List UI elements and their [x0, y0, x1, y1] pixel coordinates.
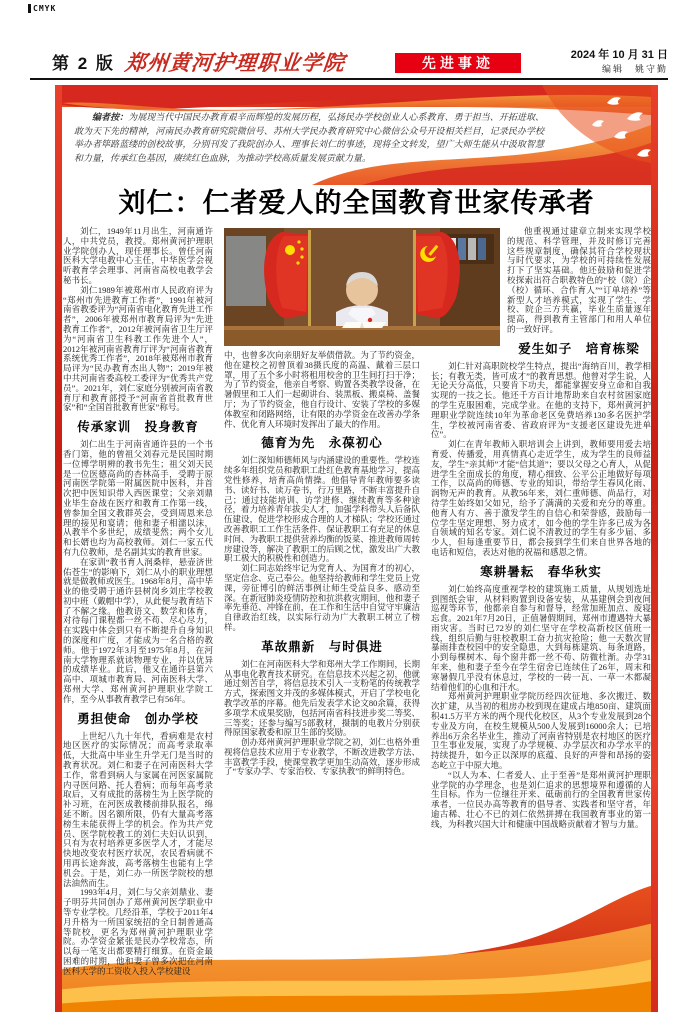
body-paragraph: 上世纪八九十年代，看病难是农村地区医疗的实际情况；而高考录取率低，大批高中毕业生升学无门是当时的教育状况。刘仁和妻子在河南医科大学工作，常看到病人与家属在河医家属院内寻医问路、托人看病；而每年高考录取后，又有成批的落榜生为上医学院的补习班，在河医成教楼前排队报名，绵延不断。因名额所限，仍有大量高考落榜生未能获得上学的机会。作为共产党员、医学院校教工的刘仁夫妇认识到，只有为农村培养更多医学人才，才能尽快地改变农村医疗状况，农民看病就不用再长途奔波，高考落榜生也能有上学机会。于是，刘仁办一所医学院校的想法油然而生。	[63, 730, 213, 888]
section-heading: 勇担使命 创办学校	[77, 711, 199, 726]
body-paragraph: 刘仁始终高度重视学校的建筑施工质量，从规划选址到图纸会审，从材料购置到设备安装，从基建例会到夜间巡视等环节，他都亲自参与和督导，经常加班加点、废寝忘食。2021年7月20日，正值暑假期间，郑州市遭遇特大暴雨灾害。当时已72岁的刘仁坚守在学校高新校区值班一线，组织后勤与驻校教职工奋力抗灾抢险；他一天数次冒暴雨排查校园中的安全隐患，大到每栋建筑、每条道路，小到每棵树木、每个窗井都一丝不苟、防微杜渐。办学31年来，他和妻子至今在学生宿舍已连续住了26年，周末和寒暑假几乎没有休息过，学校的一砖一瓦、一草一木都凝结着他们的心血和汗水。	[431, 583, 651, 692]
issue-date: 2024 年 10 月 31 日	[570, 49, 668, 62]
body-paragraph: 中，也曾多次向亲朋好友举债借款。为了节约资金，他在建校之初曾顶着38摄氏度的高温、戴着三层口罩，用了五个多小时将租用校舍的卫生间打扫干净；为了节约资金，他亲自考察、购置各类教学设备，在暑假里和工人们一起砌讲台、装黑板、搬桌椅、盖餐厅；为了节约资金，他自行设计、安装了学校的多媒体教室和闭路网络，让有限的办学资金在改善办学条件、优化育人环境时发挥出了最大的作用。	[224, 350, 420, 429]
body-paragraph: 刘仁在青年教师入职培训会上讲到，教师要用爱去培育爱、传播爱，用真情真心走近学生，成为学生的良师益友，学生“亲其师”才能“信其道”；要以父母之心育人，从促进学生全面成长的角度，精心细致、公平公正地做好每项工作，以高尚的师德、专业的知识，带给学生春风化雨、润物无声的教育。从教56年来，刘仁重师德、尚品行，对待学生始终如父如兄，给予了满满的关爱和充分的尊重。他育人有方、善于激发学生的自信心和荣誉感，鼓励每一位学生坚定理想、努力成才，如今他的学生许多已成为各自领域的知名专家。刘仁说不清教过的学生有多少届、多少人，但每逢重要节日，都会接到学生们来自世界各地的电话和短信，表达对他的祝福和感恩之情。	[431, 439, 651, 557]
section-heading: 寒耕暑耘 春华秋实	[480, 564, 602, 579]
bottom-margin	[0, 1012, 700, 1025]
editor-credit: 编辑 姚守勤	[601, 63, 668, 74]
body-paragraph: 刘仁1989年被郑州市人民政府评为“郑州市先进教育工作者”，1991年被河南省教委评为“河南省电化教育先进工作者”，2006年被郑州市教育局评为“先进教育工作者”，2012年被河南省卫生厅评为“河南省卫生科教工作先进个人”，2012年被河南省教育厅评为“河南省教育系统优秀工作者”，2018年被郑州市教育局评为“民办教育杰出人物”；2019年被中共河南省委高校工委评为“优秀共产党员”。2021年，刘仁家庭分别被河南省教育厅和教育部授予“河南省首批教育世家”和“全国首批教育世家”称号。	[63, 284, 213, 413]
left-border-stripe	[55, 85, 62, 1012]
body-paragraph: 刘仁针对高职院校学生特点，提出“海纳百川，教学相长；有教无类，皆可成才”的教育思想。他曾对学生说，人无论天分高低，只要肯下功夫，都能掌握安身立命和自我实现的一技之长。他还千方百计地帮助来自农村贫困家庭的学生克服困难，完成学业。在他的支持下，郑州黄河护理职业学院连续10年为革命老区免费培养130多名医护学生，学校被河南省委、省政府评为“支援老区建设先进单位”。	[431, 360, 651, 440]
article-photo	[224, 228, 500, 346]
editor-note-label: 编者按：	[92, 112, 129, 122]
photo-graphic	[224, 228, 500, 346]
body-paragraph: “以人为本、仁者爱人、止于至善”是郑州黄河护理职业学院的办学理念，也是刘仁追求的思想境界和遵循的人生目标。作为一位继往开来、砥砺前行的全国教育世家传承者，一位民办高等教育的倡导者、实践者和坚守者，年逾古稀、壮心不已的刘仁依然拼搏在我国教育事业的第一线，为科教兴国大计和健康中国战略贡献着才智与力量。	[431, 769, 651, 829]
header-divider	[30, 78, 668, 80]
column-1	[63, 227, 213, 977]
body-paragraph: 刘仁在河南医科大学和郑州大学工作期间，长期从事电化教育技术研究。在信息技术兴起之初，他就通过刻苦自学，将信息技术引入一支粉笔的传统教学方式，探索图文并茂的多媒体模式，开启了学校电化教学改革的序幕。他先后发表学术论文80余篇，获得多项学术成果奖励，包括河南省科技进步奖二等奖、三等奖；还参与编写5部教材，摄制的电教片分别获得原国家教委和原卫生部的奖励。	[224, 658, 420, 738]
right-border-stripe	[651, 85, 658, 1012]
masthead: 郑州黄河护理职业学院	[123, 51, 347, 75]
editor-note	[74, 111, 544, 165]
window	[226, 236, 266, 306]
body-paragraph: 刘仁同志始终牢记为党育人、为国育才的初心，坚定信念、克己奉公。他坚持给教师和学生党员上党课，旁征博引的鲜活事例让师生受益良多、感动至深。在新冠肺炎疫情防控和抗洪救灾期间，他和妻子率先垂范、冲锋在前，在工作和生活中自觉守牢廉洁自律政治红线，以实际行动为广大教职工树立了榜样。	[224, 563, 420, 632]
section-badge: 先进事迹	[394, 52, 522, 74]
body-paragraph: 在家训“教书育人润桑梓，悬壶济世佑苍生”的影响下，刘仁从小的职业理想就是做教师或医生。1968年8月，高中毕业的他受聘于通许县树岗乡刘庄学校教初中班（戴帽中学），从此便与教育结下了不解之缘。他教语文、数学和体育，对待每门课程都一丝不苟、尽心尽力，在实践中体会到只有不断提升自身知识的深度和广度，才能成为一名合格的教师。他于1972年3月至1975年8月，在河南大学物理系就读物理专业，并以优异的成绩毕业。此后，他又在通许县第六高中、项城市教育局、河南医科大学、郑州大学、郑州黄河护理职业学院工作，至今从事教育教学已有56年。	[63, 556, 213, 704]
article-sheet	[55, 85, 658, 1012]
body-paragraph: 刘仁深知师德师风与内涵建设的重要性。学校连续多年组织党员和教职工赴红色教育基地学习，提高党性修养，培育高尚情操。他倡导青年教师要多读书、读好书、读万卷书，行万里路，不断丰富提升自己；通过技能培训、访学进修、继续教育等多种途径，着力培养青年拔尖人才，加强学科带头人后备队伍建设，促进学校形成合理的人才梯队；学校还通过改善教职工工作生活条件、保证教职工有充足的休息时间、为教职工提供营养均衡的饭菜、推进教师周转房建设等，解决了教职工的后顾之忧，激发出广大教职工极大的积极性和创造力。	[224, 455, 420, 564]
section-heading: 革故鼎新 与时俱进	[261, 639, 383, 654]
page-number: 第 2 版	[52, 54, 115, 73]
print-registration-mark: CMYK	[28, 4, 56, 13]
body-paragraph: 他重视通过建章立制来实现学校的规范、科学管理，并及时修订完善这些规章制度，确保其符合学校现状与时代要求，为学校的可持续性发展打下了坚实基础。他还鼓励和促进学校探索出符合职教特色的“校（院）企（校）循环、合作育人”“订单培养”等新型人才培养模式，实现了学生、学校、院企三方共赢，毕业生质量逐年提高，得到教育主管部门和用人单位的一致好评。	[507, 226, 651, 334]
body-paragraph: 1993年4月，刘仁与父亲刘鼎业、妻子明芬共同创办了郑州黄河医学职业中等专业学校。几经沿革，学校于2011年4月升格为一所国家统招的全日制普通高等院校，更名为郑州黄河护理职业学院。办学资金紧张是民办学校常态，所以每一笔支出都要精打细算。在资金最困难的时期，他和妻子曾多次把在河南医科大学的工资收入投入学校建设	[63, 887, 213, 976]
section-heading: 德育为先 永葆初心	[261, 436, 383, 451]
page-header	[30, 36, 668, 76]
body-paragraph: 郑州黄河护理职业学院历经四次征地、多次搬迁、数次扩建，从当初的租房办校到现在建成占地850亩、建筑面积41.5万平方米的两个现代化校区，从3个专业发展到28个专业及方向，在校生规模从500人发展到16000余人；已培养出6万余名毕业生，推动了河南省特别是农村地区的医疗卫生事业发展，实现了办学规模、办学层次和办学水平的持续提升，如今正以深厚的底蕴、良好的声誉和昂扬的姿态屹立于中原大地。	[431, 691, 651, 771]
body-paragraph: 创办郑州黄河护理职业学院之初，刘仁也格外重视将信息技术应用于专业教学，不断改进教学方法、丰富教学手段，使课堂教学更加生动高效，逐步形成了“专家办学、专家治校、专家执教”的鲜明特色。	[224, 737, 420, 777]
section-heading: 爱生如子 培育栋梁	[518, 341, 640, 356]
body-paragraph: 刘仁，1949年11月出生，河南通许人，中共党员，教授。郑州黄河护理职业学院创办人，现任理事长。曾任河南医科大学电教中心主任，中华医学会视听教育学会理事、河南省高校电教学会秘书长。	[63, 226, 213, 285]
body-paragraph: 刘仁出生于河南省通许县的一个书香门第，他的曾祖父刘春元是民国时期一位博学明辨的教书先生；祖父刘天民是一位医德高尚的杏林高手，受聘于原河南医学院第一附属医院中医科，并首次把中医知识带入西医课堂；父亲刘鼎业毕生奋战在医疗和教育工作第一线，曾参加全国文教群英会，受到周恩来总理的接见和宴请；他和妻子相濡以沫，从教半个多世纪，成绩斐然；两个女儿和长婿也均为高校教师。刘仁一家五代有九位教师，是名副其实的教育世家。	[63, 439, 213, 557]
top-banner-decoration	[62, 85, 651, 185]
section-heading: 传承家训 投身教育	[77, 420, 199, 435]
editor-note-text: 为展现当代中国民办教育艰辛而辉煌的发展历程，弘扬民办学校创业人心系教育、勇于担当、开拓进取、敢为天下先的精神，河南民办教育研究院微信号、苏州大学民办教育研究中心微信公众号开设相关栏目，记录民办学校举办者筚路蓝缕的创校故事，分别刊发了我院创办人、理事长刘仁的事迹，现将全文转发，望广大师生能从中汲取智慧和力量，传承红色基因，赓续红色血脉，为推动学校高质量发展贡献力量。	[74, 112, 544, 163]
article-headline: 刘仁：仁者爱人的全国教育世家传承者	[118, 188, 595, 218]
